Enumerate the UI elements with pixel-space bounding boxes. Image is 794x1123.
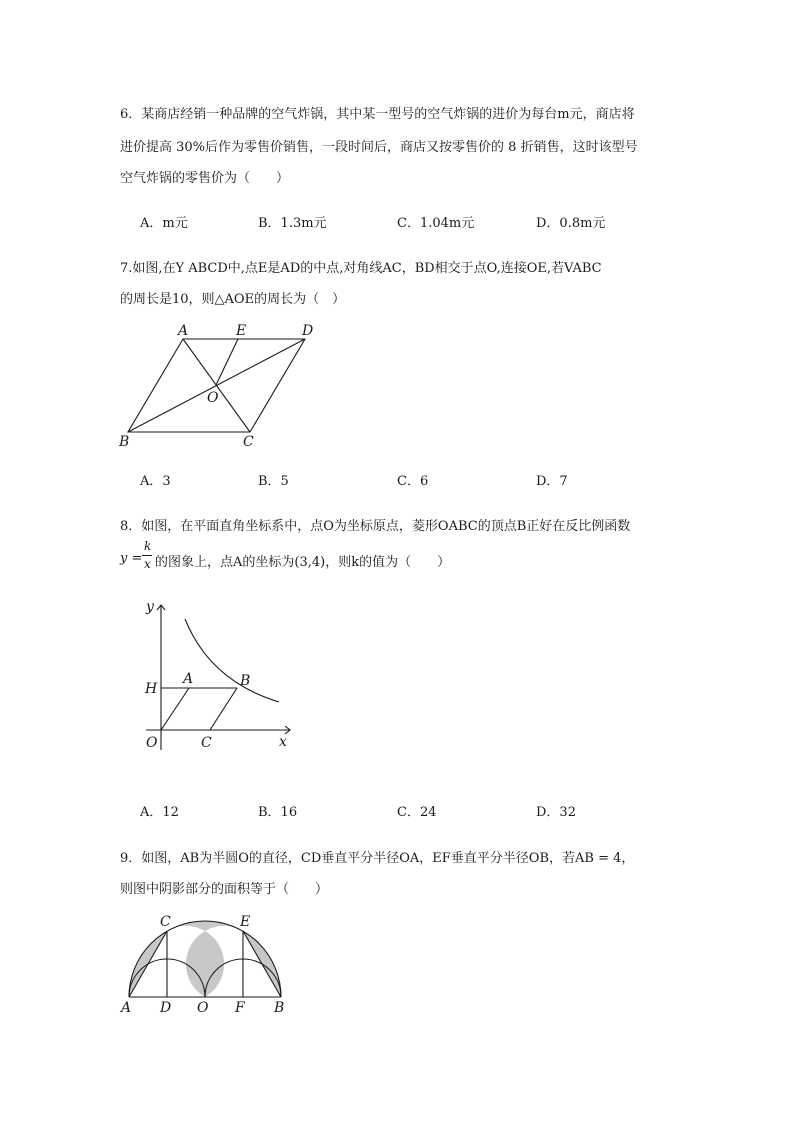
q8-function-y: y = bbox=[120, 551, 143, 566]
q8-stem-line-1: 8．如图，在平面直角坐标系中，点O为坐标原点，菱形OABC的顶点B正好在反比例函数 bbox=[120, 519, 631, 534]
label-b: B bbox=[240, 673, 251, 689]
q8-fraction-denominator: x bbox=[144, 557, 151, 571]
q6-stem-line-2: 进价提高 30%后作为零售价销售，一段时间后，商店又按零售价的 8 折销售，这时该型号 bbox=[120, 140, 638, 155]
q6-option-a[interactable]: A．m元 bbox=[140, 216, 188, 231]
label-a: A bbox=[121, 1000, 132, 1016]
shade-middle bbox=[167, 921, 243, 997]
label-x: x bbox=[279, 734, 287, 750]
diagonal-bd bbox=[128, 339, 305, 432]
segment-oa bbox=[161, 688, 189, 730]
q8-fraction-bar bbox=[142, 555, 152, 556]
label-d: D bbox=[160, 1000, 172, 1016]
label-c: C bbox=[201, 735, 212, 751]
q7-parallelogram-figure bbox=[112, 322, 322, 452]
q8-option-a[interactable]: A．12 bbox=[140, 805, 179, 820]
label-b: B bbox=[274, 1000, 285, 1016]
q6-option-b[interactable]: B．1.3m元 bbox=[258, 216, 327, 231]
segment-eb bbox=[243, 931, 281, 997]
q7-option-c[interactable]: C．6 bbox=[397, 474, 429, 489]
label-f: F bbox=[235, 1000, 245, 1016]
label-y: y bbox=[146, 599, 154, 615]
label-a: A bbox=[178, 323, 189, 339]
q9-semicircle-figure bbox=[115, 910, 300, 1020]
q9-stem-line-1: 9．如图，AB为半圆O的直径，CD垂直平分半径OA，EF垂直平分半径OB，若AB = 4， bbox=[120, 851, 635, 866]
label-d: D bbox=[302, 323, 314, 339]
q8-fraction-numerator: k bbox=[144, 539, 152, 553]
label-e: E bbox=[240, 914, 251, 930]
label-a: A bbox=[183, 671, 194, 687]
q9-stem-line-2: 则图中阴影部分的面积等于（ ） bbox=[120, 882, 329, 897]
q8-stem-line-2: 的图象上，点A的坐标为(3,4)，则k的值为（ ） bbox=[155, 555, 451, 570]
q8-option-c[interactable]: C．24 bbox=[397, 805, 437, 820]
segment-ac bbox=[129, 931, 167, 997]
q6-option-c[interactable]: C．1.04m元 bbox=[397, 216, 475, 231]
q7-option-a[interactable]: A．3 bbox=[140, 474, 171, 489]
label-b: B bbox=[119, 434, 130, 450]
label-o: O bbox=[207, 390, 219, 406]
label-e: E bbox=[236, 323, 247, 339]
shaded-regions bbox=[129, 921, 281, 997]
label-c: C bbox=[243, 434, 254, 450]
q7-stem-line-2: 的周长是10，则△AOE的周长为（ ） bbox=[120, 292, 346, 307]
segment-oe bbox=[216, 339, 238, 385]
label-h: H bbox=[145, 681, 158, 697]
q8-coordinate-figure bbox=[140, 595, 300, 755]
q6-stem-line-3: 空气炸锅的零售价为（ ） bbox=[120, 171, 290, 186]
q6-stem-line-1: 6．某商店经销一种品牌的空气炸锅，其中某一型号的空气炸锅的进价为每台m元，商店将 bbox=[120, 107, 635, 122]
q8-option-b[interactable]: B．16 bbox=[258, 805, 298, 820]
segment-cb bbox=[210, 688, 237, 730]
hyperbola-curve bbox=[185, 619, 279, 702]
q7-stem-line-1: 7.如图,在Y ABCD中,点E是AD的中点,对角线AC，BD相交于点O,连接OE,若VABC bbox=[120, 261, 602, 276]
label-o: O bbox=[197, 1000, 209, 1016]
q8-option-d[interactable]: D．32 bbox=[536, 805, 576, 820]
q7-option-b[interactable]: B．5 bbox=[258, 474, 289, 489]
q7-option-d[interactable]: D．7 bbox=[536, 474, 568, 489]
label-o: O bbox=[146, 735, 158, 751]
q6-option-d[interactable]: D．0.8m元 bbox=[536, 216, 606, 231]
label-c: C bbox=[160, 914, 171, 930]
